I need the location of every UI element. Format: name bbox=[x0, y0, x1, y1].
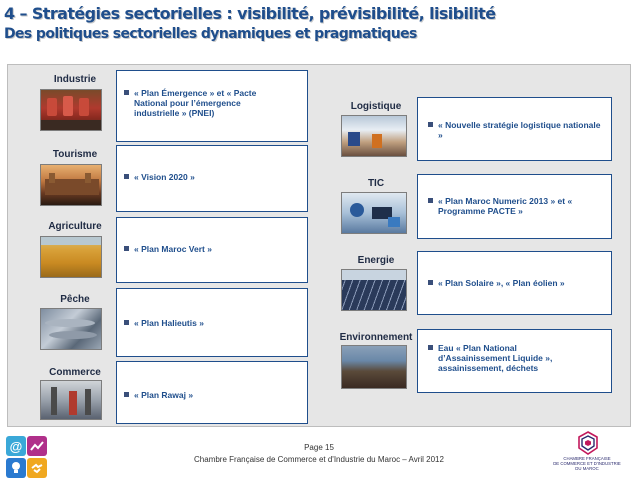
slide-title: 4 – Stratégies sectorielles : visibilité, prévisibilité, lisibilité bbox=[4, 4, 496, 23]
bullet-energie: « Plan Solaire », « Plan éolien » bbox=[428, 278, 603, 288]
bullet-environnement: Eau « Plan National d’Assainissement Liquide », assainissement, déchets bbox=[428, 343, 578, 373]
at-sign-icon: @ bbox=[6, 436, 26, 456]
sector-agriculture bbox=[34, 217, 116, 283]
sector-peche bbox=[34, 288, 116, 357]
bullet-tic: « Plan Maroc Numeric 2013 » et « Programme PACTE » bbox=[428, 196, 603, 216]
fish-photo-icon bbox=[40, 308, 102, 350]
coast-photo-icon bbox=[341, 345, 407, 389]
bullet-square-icon bbox=[124, 392, 129, 397]
sector-label: Pêche bbox=[60, 294, 90, 305]
bullet-square-icon bbox=[428, 345, 433, 350]
bullet-square-icon bbox=[124, 90, 129, 95]
bullet-square-icon bbox=[124, 174, 129, 179]
sector-label: Agriculture bbox=[48, 221, 102, 232]
solar-panel-photo-icon bbox=[341, 269, 407, 311]
bullet-industrie: « Plan Émergence » et « Pacte National pour l’émergence industrielle » (PNEI) bbox=[124, 88, 284, 118]
sector-label: Industrie bbox=[53, 74, 97, 85]
sector-tourisme bbox=[34, 145, 116, 212]
sector-logistique bbox=[335, 97, 417, 161]
sector-tic bbox=[335, 174, 417, 239]
slide-subtitle: Des politiques sectorielles dynamiques et pragmatiques bbox=[4, 26, 417, 42]
bullet-commerce: « Plan Rawaj » bbox=[124, 390, 284, 400]
sector-label: Environnement bbox=[339, 332, 413, 343]
wheat-field-photo-icon bbox=[40, 236, 102, 278]
chart-trend-icon bbox=[27, 436, 47, 456]
sector-label: Tourisme bbox=[52, 149, 98, 160]
bullet-square-icon bbox=[124, 320, 129, 325]
bullet-square-icon bbox=[428, 198, 433, 203]
lightbulb-icon bbox=[6, 458, 26, 478]
bullet-square-icon bbox=[124, 246, 129, 251]
market-photo-icon bbox=[40, 380, 102, 420]
sector-industrie bbox=[34, 70, 116, 142]
footer-text: Chambre Française de Commerce et d'Industrie du Maroc – Avril 2012 bbox=[194, 455, 444, 464]
sector-environnement bbox=[335, 329, 417, 393]
sector-energie bbox=[335, 251, 417, 315]
ccifm-logo bbox=[576, 431, 600, 455]
sector-label: Commerce bbox=[49, 367, 101, 378]
fortress-photo-icon bbox=[40, 164, 102, 206]
sector-label: Logistique bbox=[350, 101, 402, 112]
sector-label: TIC bbox=[367, 178, 385, 189]
factory-photo-icon bbox=[40, 89, 102, 131]
bullet-peche: « Plan Halieutis » bbox=[124, 318, 284, 328]
bullet-agriculture: « Plan Maroc Vert » bbox=[124, 244, 284, 254]
bullet-logistique: « Nouvelle stratégie logistique nationale » bbox=[428, 120, 603, 140]
handshake-icon bbox=[27, 458, 47, 478]
bullet-square-icon bbox=[428, 280, 433, 285]
page-number: Page 15 bbox=[304, 443, 334, 452]
sector-label: Energie bbox=[357, 255, 395, 266]
bullet-square-icon bbox=[428, 122, 433, 127]
logo-caption: CHAMBRE FRANÇAISE DE COMMERCE ET D'INDUSTRIE DU MAROC bbox=[553, 456, 621, 471]
bullet-tourisme: « Vision 2020 » bbox=[124, 172, 284, 182]
network-photo-icon bbox=[341, 192, 407, 234]
warehouse-photo-icon bbox=[341, 115, 407, 157]
sector-commerce bbox=[34, 361, 116, 424]
